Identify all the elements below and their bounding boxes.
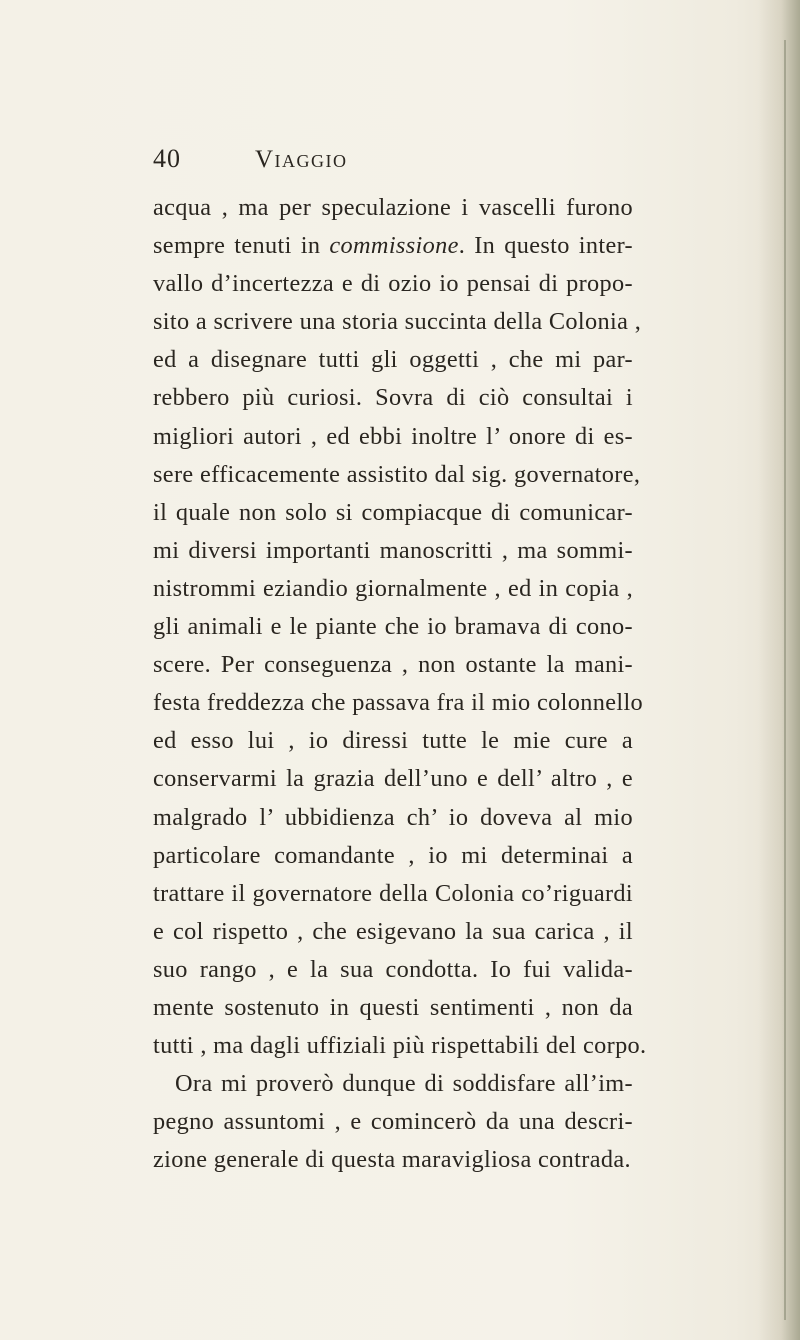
text-line: festa freddezza che passava fra il mio colonnello [153,689,644,717]
page-edge-line [784,40,786,1320]
body-text [153,189,647,1179]
text-line: sere efficacemente assistito dal sig. governatore, [153,460,641,488]
text-line: ed a disegnare tutti gli oggetti , che mi par- [153,346,633,374]
text-line: migliori autori , ed ebbi inoltre l’ onore di es- [153,422,633,450]
text-line: Ora mi proverò dunque di soddisfare all’im- [175,1070,633,1098]
text-line: il quale non solo si compiacque di comunicar- [153,498,633,526]
text-line: suo rango , e la sua condotta. Io fui valida- [153,955,633,983]
text-line: scere. Per conseguenza , non ostante la mani- [153,651,633,679]
page-number: 40 [153,144,181,173]
text-line: trattare il governatore della Colonia co’riguardi [153,879,633,907]
text-line: particolare comandante , io mi determinai a [153,841,633,869]
text-line: e col rispetto , che esigevano la sua carica , il [153,917,633,945]
text-line: pegno assuntomi , e comincerò da una descri- [153,1108,633,1136]
text-line: conservarmi la grazia dell’uno e dell’ altro , e [153,765,633,793]
page-header [153,140,653,186]
page-edge-shadow [758,0,800,1340]
text-line: acqua , ma per speculazione i vascelli furono [153,194,633,221]
text-line: ed esso lui , io diressi tutte le mie cure a [153,727,633,755]
text-line: zione generale di questa maravigliosa contrada. [153,1146,631,1174]
text-line [153,227,633,265]
text-line: nistrommi eziandio giornalmente , ed in copia , [153,574,633,602]
italic-term: commissione [329,232,459,260]
text-line: mente sostenuto in questi sentimenti , non da [153,993,633,1021]
text-line: mi diversi importanti manoscritti , ma sommi- [153,536,633,564]
text-line: sito a scrivere una storia succinta della Colonia , [153,308,642,336]
running-head: Viaggio [255,146,348,173]
text-line: rebbero più curiosi. Sovra di ciò consultai i [153,384,633,412]
text-segment: sempre tenuti in [153,232,330,260]
text-line: malgrado l’ ubbidienza ch’ io doveva al mio [153,803,633,831]
text-line: tutti , ma dagli uffiziali più rispettabili del corpo. [153,1032,647,1060]
text-line: vallo d’incertezza e di ozio io pensai di propo- [153,270,633,298]
text-line: gli animali e le piante che io bramava di cono- [153,613,633,641]
text-segment: . In questo inter- [458,232,633,260]
